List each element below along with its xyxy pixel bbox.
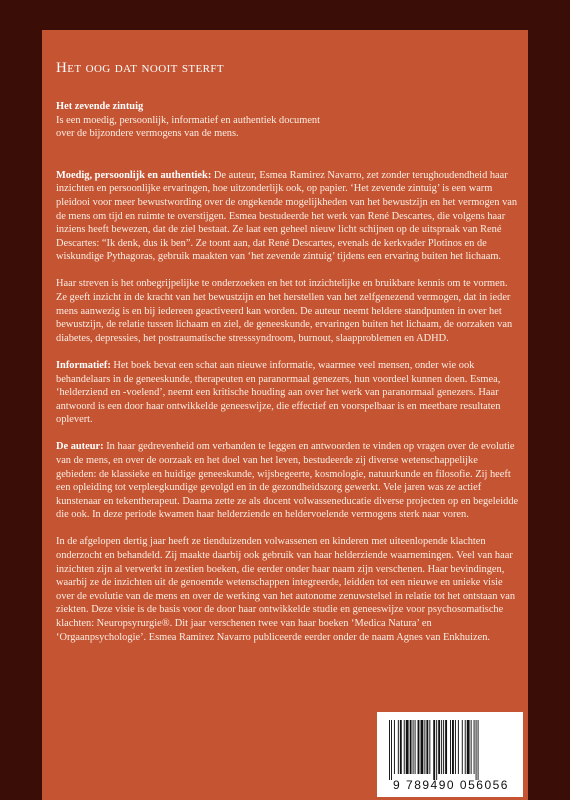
barcode-digits: 9 789490 056056 — [393, 778, 509, 792]
isbn-barcode — [377, 712, 523, 797]
barcode-bar — [474, 720, 475, 774]
paragraph-authentic — [56, 169, 520, 264]
barcode-bar — [441, 720, 442, 774]
barcode-bar — [394, 720, 395, 774]
barcode-bar — [443, 720, 444, 774]
barcode-bar — [410, 720, 412, 774]
back-cover — [42, 30, 528, 800]
barcode-bar — [458, 720, 459, 774]
barcode-bar — [438, 720, 440, 774]
barcode-bar — [404, 720, 405, 774]
barcode-bar — [421, 720, 424, 774]
barcode-bar — [391, 720, 392, 780]
paragraph-body: Het boek bevat een schat aan nieuwe informatie, waarmee veel mensen, onder wie ook behandelaars in de geneeskunde, therapeuten en paranormaal genezers, hun voordeel kunnen doen. Esmea, ‘helderziend en -voelend’, neemt een kritische houding aan over het werk van paranormaal genezers. Haar antwoord is een door haar ontwikkelde geneeswijze, die effectief en voorspelbaar is en meetbare resultaten oplevert. — [56, 359, 501, 426]
paragraph-body: Haar streven is het onbegrijpelijke te onderzoeken en het tot inzichtelijke en bruikbare kennis om te vormen. Ze geeft inzicht in de kracht van het bewustzijn en het herstellen van het zelfgenezend vermogen, dat in ieder mens aanwezig is en bij iedereen geactiveerd kan worden. De auteur neemt heldere standpunten in over het bewustzijn, de relatie tussen lichaam en ziel, de geneeskunde, ervaringen buiten het lichaam, de oorzaken van diabetes, depressies, het postraumatische stresssyndroom, burnout, slaapproblemen en ADHD. — [56, 278, 513, 344]
barcode-bar — [426, 720, 428, 774]
barcode-bar — [418, 720, 420, 774]
paragraph-body: In haar gedrevenheid om verbanden te leggen en antwoorden te vinden op vragen over de evolutie van de mens, en over de oorzaak en het doel van het leven, bestudeerde zij diverse wetenschappelijke gebieden: de klassieke en huidige geneeskunde, wijsbegeerte, kosmologie, natuurkunde en filosofie. Zij heeft een opleiding tot verpleegkundige gevolgd en in de gezondheidszorg gewerkt. Vele jaren was ze actief kunstenaar en tekentherapeut. Daarna zette ze als docent volwasseneducatie diverse projecten op en begeleidde die ook. In deze periode kwamen haar helderziende en heldervoelende vermogens sterk naar voren. — [56, 441, 519, 521]
intro-paragraph — [56, 100, 520, 141]
book-title: Het oog dat nooit sterft — [56, 60, 225, 76]
barcode-bar — [465, 720, 466, 774]
paragraph-lead: Informatief: — [56, 359, 111, 371]
barcode-bar — [389, 720, 390, 780]
barcode-bar — [445, 720, 447, 774]
intro-line-2: over de bijzondere vermogens van de mens. — [56, 128, 239, 140]
paragraph-lead: De auteur: — [56, 441, 104, 453]
barcode-bar — [471, 720, 472, 774]
barcode-bar — [415, 720, 416, 774]
paragraph-experience — [56, 535, 520, 644]
barcode-bar — [424, 720, 425, 774]
barcode-bar — [452, 720, 454, 774]
barcode-bar — [462, 720, 463, 774]
barcode-bar — [450, 720, 451, 774]
barcode-bar — [400, 720, 402, 774]
paragraph-aim — [56, 277, 520, 345]
paragraph-informative — [56, 359, 520, 427]
barcode-bar — [476, 720, 477, 780]
barcode-bar — [429, 720, 430, 774]
blurb-text — [56, 100, 520, 658]
barcode-bar — [398, 720, 399, 774]
barcode-bar — [413, 720, 414, 774]
barcode-bar — [455, 720, 456, 774]
barcode-bar — [436, 720, 437, 780]
intro-heading: Het zevende zintuig — [56, 101, 144, 112]
barcode-bar — [433, 720, 435, 780]
paragraph-body: In de afgelopen dertig jaar heeft ze tienduizenden volwassenen en kinderen met uiteenlopende klachten onderzocht en behandeld. Zij maakte daarbij ook gebruik van haar helderziende waarnemingen. Veel van haar inzichten zijn al verwerkt in zestien boeken, die eerder onder haar naam zijn verschenen. Haar bevindingen, waarbij ze de inzichten uit de genoemde wetenschappen integreerde, leidden tot een nieuwe en unieke visie over de evolutie van de mens en over de werking van het autonome zenuwstelsel in relatie tot het ontstaan van ziekten. Deze visie is de basis voor de door haar ontwikkelde studie en geneeswijze voor psychosomatische klachten: Neuropsyrurgie®. Dit jaar verschenen twee van haar boeken ‘Medica Natura’ en ‘Orgaanpsychologie’. Esmea Ramirez Navarro publiceerde eerder onder de naam Agnes van Enkhuizen. — [56, 536, 516, 643]
paragraph-lead: Moedig, persoonlijk en authentiek: — [56, 169, 212, 181]
barcode-bar — [478, 720, 479, 780]
intro-line-1: Is een moedig, persoonlijk, informatief en authentiek document — [56, 114, 321, 126]
barcode-bar — [467, 720, 470, 774]
paragraph-body: De auteur, Esmea Ramirez Navarro, zet zonder terughoudendheid haar inzichten en persoonlijke ervaringen, hoe uitzonderlijk ook, op papier. ‘Het zevende zintuig’ is een warm pleidooi voor meer bewustwording over de ongekende mogelijkheden van het bewustzijn en het vermogen van de mens om tijd en ruimte te overstijgen. Esmea bestudeerde het werk van René Descartes, die volgens haar inziens heeft bewezen, dat de ziel bestaat. Ze laat een geheel nieuw licht schijnen op de uitspraak van René Descartes: “Ik denk, dus ik ben”. Ze toont aan, dat René Descartes, evenals de kerkvader Plotinos en de wiskundige Pythagoras, gebruik maakten van ‘het zevende zintuig’ tijdens een ervaring buiten het lichaam. — [56, 169, 518, 263]
barcode-bar — [406, 720, 409, 774]
barcode-icon — [387, 720, 513, 780]
paragraph-author — [56, 440, 520, 522]
